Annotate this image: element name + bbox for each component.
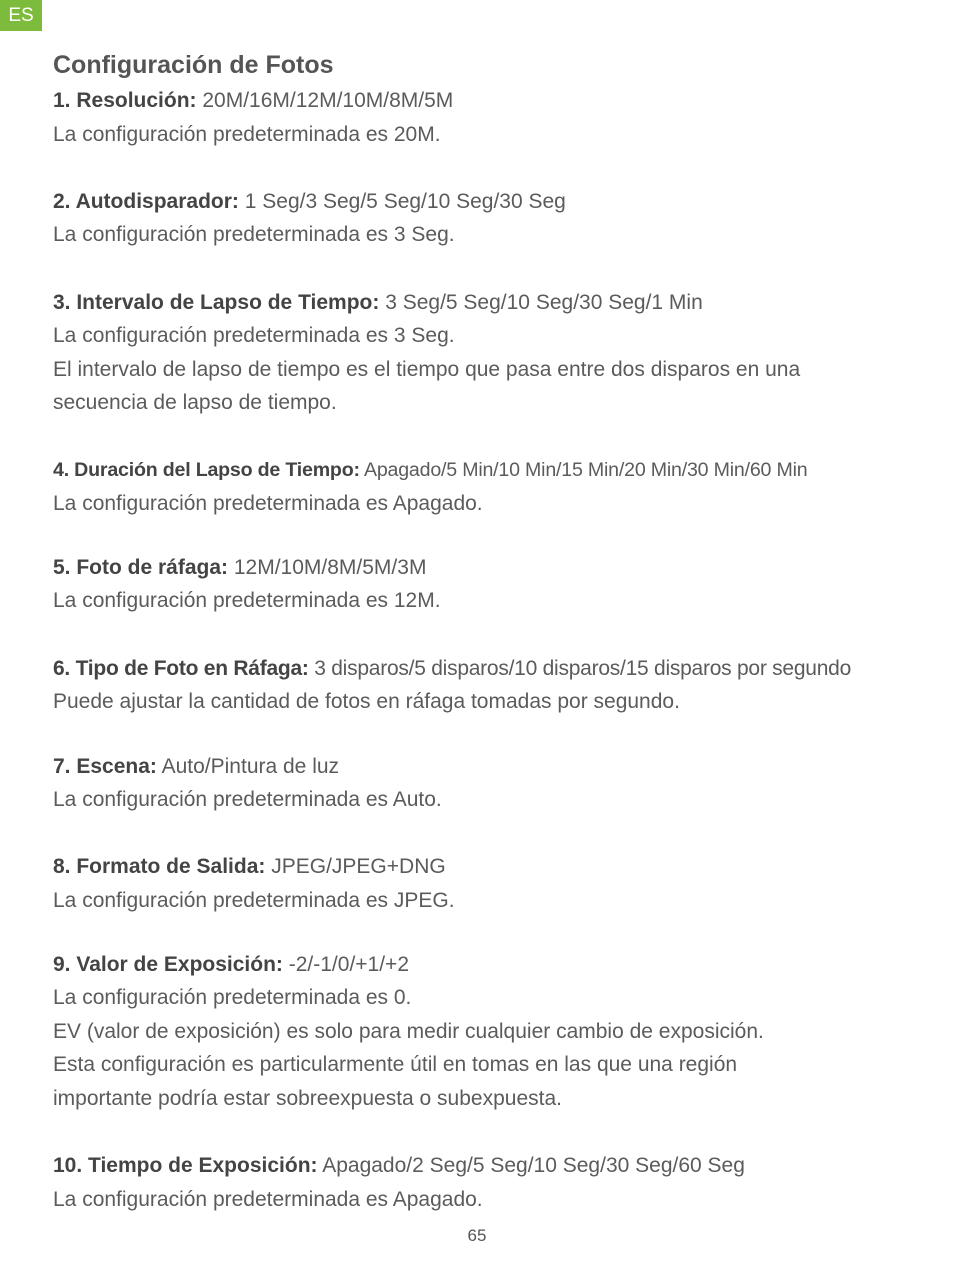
setting-heading	[53, 850, 933, 884]
page-number: 65	[467, 1226, 487, 1245]
setting-heading	[53, 185, 933, 219]
setting-time-lapse-duration	[53, 454, 933, 521]
setting-heading	[53, 652, 933, 686]
setting-description: Esta configuración es particularmente útil en tomas en las que una región	[53, 1053, 738, 1077]
setting-options: 1 Seg/3 Seg/5 Seg/10 Seg/30 Seg	[244, 189, 566, 213]
setting-label: 7. Escena:	[53, 754, 157, 778]
setting-resolution	[53, 84, 933, 151]
setting-exposure-value	[53, 948, 933, 1116]
setting-time-lapse-interval	[53, 286, 933, 420]
setting-heading	[53, 84, 933, 118]
setting-heading	[53, 948, 933, 982]
setting-self-timer	[53, 185, 933, 252]
setting-description: La configuración predeterminada es 0.	[53, 986, 412, 1010]
setting-description: importante podría estar sobreexpuesta o subexpuesta.	[53, 1087, 562, 1111]
setting-label: 4. Duración del Lapso de Tiempo:	[53, 458, 360, 481]
setting-description: La configuración predeterminada es 3 Seg.	[53, 223, 455, 247]
setting-burst-type	[53, 652, 933, 719]
setting-options: JPEG/JPEG+DNG	[271, 855, 446, 879]
setting-description: La configuración predeterminada es Apagado.	[53, 492, 483, 516]
setting-options: 20M/16M/12M/10M/8M/5M	[202, 89, 454, 112]
setting-exposure-time	[53, 1149, 933, 1216]
setting-output-format	[53, 850, 933, 917]
setting-description: La configuración predeterminada es 20M.	[53, 122, 441, 146]
setting-options: 12M/10M/8M/5M/3M	[233, 555, 427, 579]
setting-heading	[53, 286, 933, 320]
setting-label: 6. Tipo de Foto en Ráfaga:	[53, 656, 309, 680]
setting-description: El intervalo de lapso de tiempo es el tiempo que pasa entre dos disparos en una	[53, 357, 801, 381]
setting-description: La configuración predeterminada es JPEG.	[53, 889, 455, 913]
setting-options: 3 Seg/5 Seg/10 Seg/30 Seg/1 Min	[385, 290, 703, 314]
setting-description: La configuración predeterminada es 12M.	[53, 589, 441, 613]
setting-options: Auto/Pintura de luz	[161, 754, 340, 778]
setting-options: -2/-1/0/+1/+2	[288, 952, 409, 976]
setting-burst-photo	[53, 551, 933, 618]
setting-heading	[53, 551, 933, 585]
setting-description: La configuración predeterminada es Auto.	[53, 788, 442, 812]
setting-label: 2. Autodisparador:	[53, 189, 239, 213]
setting-options: Apagado/2 Seg/5 Seg/10 Seg/30 Seg/60 Seg	[322, 1154, 745, 1178]
language-badge: ES	[0, 0, 42, 31]
setting-label: 8. Formato de Salida:	[53, 855, 266, 879]
setting-description: secuencia de lapso de tiempo.	[53, 391, 337, 415]
page-title: Configuración de Fotos	[53, 51, 334, 79]
setting-heading	[53, 1149, 933, 1183]
setting-heading	[53, 454, 933, 488]
setting-scene	[53, 750, 933, 817]
setting-label: 5. Foto de ráfaga:	[53, 555, 229, 579]
setting-label: 9. Valor de Exposición:	[53, 952, 283, 976]
setting-description: La configuración predeterminada es 3 Seg.	[53, 324, 455, 348]
setting-label: 3. Intervalo de Lapso de Tiempo:	[53, 290, 380, 314]
setting-description: EV (valor de exposición) es solo para medir cualquier cambio de exposición.	[53, 1019, 764, 1043]
setting-label: 10. Tiempo de Exposición:	[53, 1154, 318, 1178]
setting-label: 1. Resolución:	[53, 89, 197, 112]
setting-description: Puede ajustar la cantidad de fotos en ráfaga tomadas por segundo.	[53, 690, 680, 714]
manual-content	[53, 47, 933, 1216]
setting-options: 3 disparos/5 disparos/10 disparos/15 disparos por segundo	[314, 656, 851, 680]
setting-description: La configuración predeterminada es Apagado.	[53, 1187, 483, 1211]
setting-heading	[53, 750, 933, 784]
setting-options: Apagado/5 Min/10 Min/15 Min/20 Min/30 Min/60 Min	[363, 458, 808, 481]
